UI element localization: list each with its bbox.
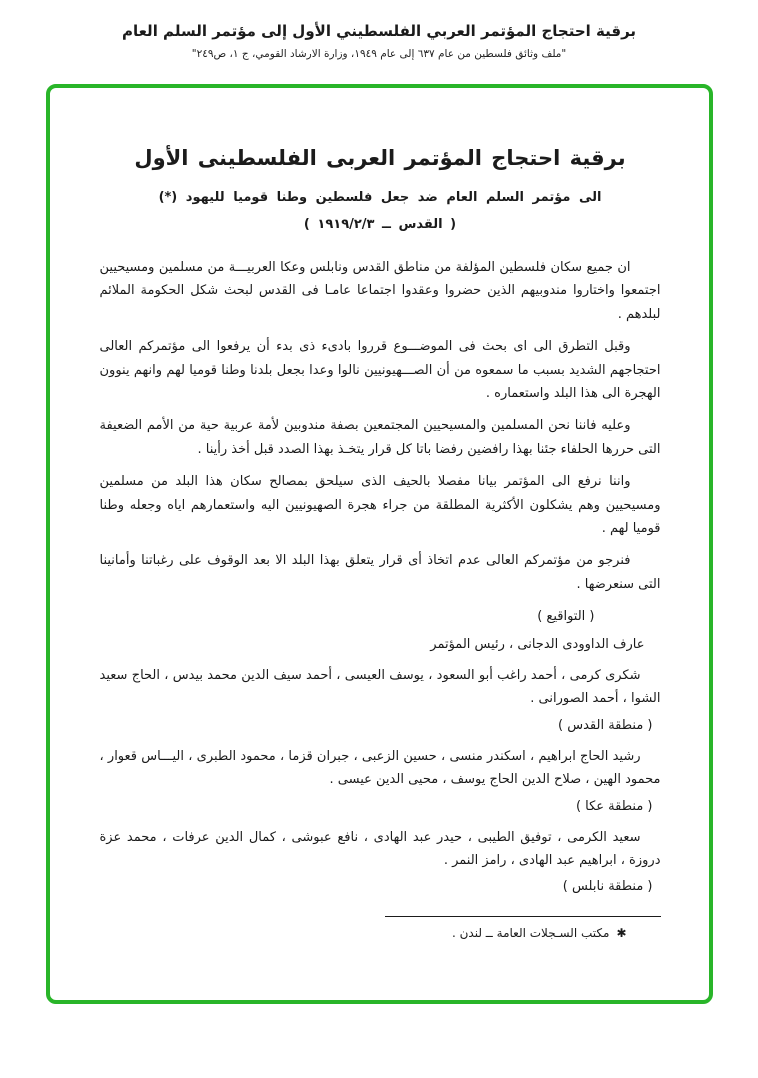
header-source-citation: "ملف وثائق فلسطين من عام ٦٣٧ إلى عام ١٩٤٩، وزارة الارشاد القومي، ج ١، ص٢٤٩": [191, 48, 567, 60]
document-frame: [46, 84, 713, 1004]
header-title: برقية احتجاج المؤتمر العربي الفلسطيني الأول إلى مؤتمر السلم العام: [121, 22, 637, 40]
footnote-text: مكتب السـجلات العامة ــ لندن .: [451, 926, 610, 941]
document-body: [100, 146, 661, 940]
signature-group-acre: رشيد الحاج ابراهيم ، اسكندر منسى ، حسين الزعبى ، جبران قزما ، محمود الطبرى ، اليـــاس قعوار ، محمود الهين ، صلاح الدين الحاج يوسف ، محيى الدين عيسى .: [99, 748, 661, 788]
page-header: [0, 0, 758, 60]
paragraph-3: وعليه فاننا نحن المسلمين والمسيحيين المجتمعين بصفة مندوبين لأمة عربية حية من الأمم الضعيفة التى حررها الحلفاء جئنا بهذا رافضين رفضا باتا كل قرار يتخـذ بهذا الصدد قبل أخذ رأينا .: [99, 418, 661, 457]
document-dateline: ( القدس ــ ١٩١٩/٢/٣ ): [303, 217, 457, 232]
footnote-separator: [385, 916, 661, 917]
paragraph-5: فنرجو من مؤتمركم العالى عدم اتخاذ أى قرار يتعلق بهذا البلد الا بعد الوقوف على رغباتنا وأمانينا التى سنعرضها .: [99, 553, 661, 592]
signature-group-nablus: سعيد الكرمى ، توفيق الطيبى ، حيدر عبد الهادى ، نافع عبوشى ، كمال الدين عرفات ، محمد عزة دروزة ، ابراهيم عبد الهادى ، رامز النمر .: [99, 829, 661, 869]
signature-group-jerusalem: شكرى كرمى ، أحمد راغب أبو السعود ، يوسف العيسى ، أحمد سيف الدين محمد بيدس ، الحاج سعيد الشوا ، أحمد الصورانى .: [99, 668, 661, 707]
footnote: [100, 926, 661, 940]
signatures-label: ( التواقيع ): [537, 609, 595, 625]
paragraph-1: ان جميع سكان فلسطين المؤلفة من مناطق القدس ونابلس وعكا العربيـــة من مسلمين ومسيحيين اجتمعوا واختاروا مندوبيهم الذين حضروا وعقدوا اجتماعا عامـا فى القدس لبحث شكل الحكومة الملائم لبلدهم .: [99, 260, 661, 322]
footnote-asterisk-icon: ✱: [616, 926, 627, 941]
paragraph-2: وقبل التطرق الى اى بحث فى الموضـــوع قرروا بادىء ذى بدء أن يرفعوا الى مؤتمركم العالى احتجاجهم الشديد بسبب ما سمعوه من أن الصـــهيونيين نالوا وعدا بجعل بلدنا وطنا قوميا لهم وانهم ينوون الهجرة الى هذا البلد واستعماره .: [99, 339, 661, 401]
document-subtitle: الى مؤتمر السلم العام ضد جعل فلسطين وطنا قوميا لليهود (*): [158, 190, 602, 205]
paragraph-4: واننا نرفع الى المؤتمر بيانا مفصلا بالحيف الذى سيلحق بمصالح سكان هذا البلد من مسلمين ومسيحيين وهم يشكلون الأكثرية المطلقة من جراء هجرة الصهيونيين اليه واستعمارهم اياه وجعله وطنا قوميا لهم .: [99, 474, 661, 536]
region-label-acre: ( منطقة عكا ): [575, 798, 653, 814]
document-title: برقية احتجاج المؤتمر العربى الفلسطينى الأول: [134, 146, 626, 170]
signature-president: عارف الداوودى الدجانى ، رئيس المؤتمر: [430, 637, 645, 653]
region-label-jerusalem: ( منطقة القدس ): [558, 717, 653, 733]
region-label-nablus: ( منطقة نابلس ): [562, 879, 653, 895]
